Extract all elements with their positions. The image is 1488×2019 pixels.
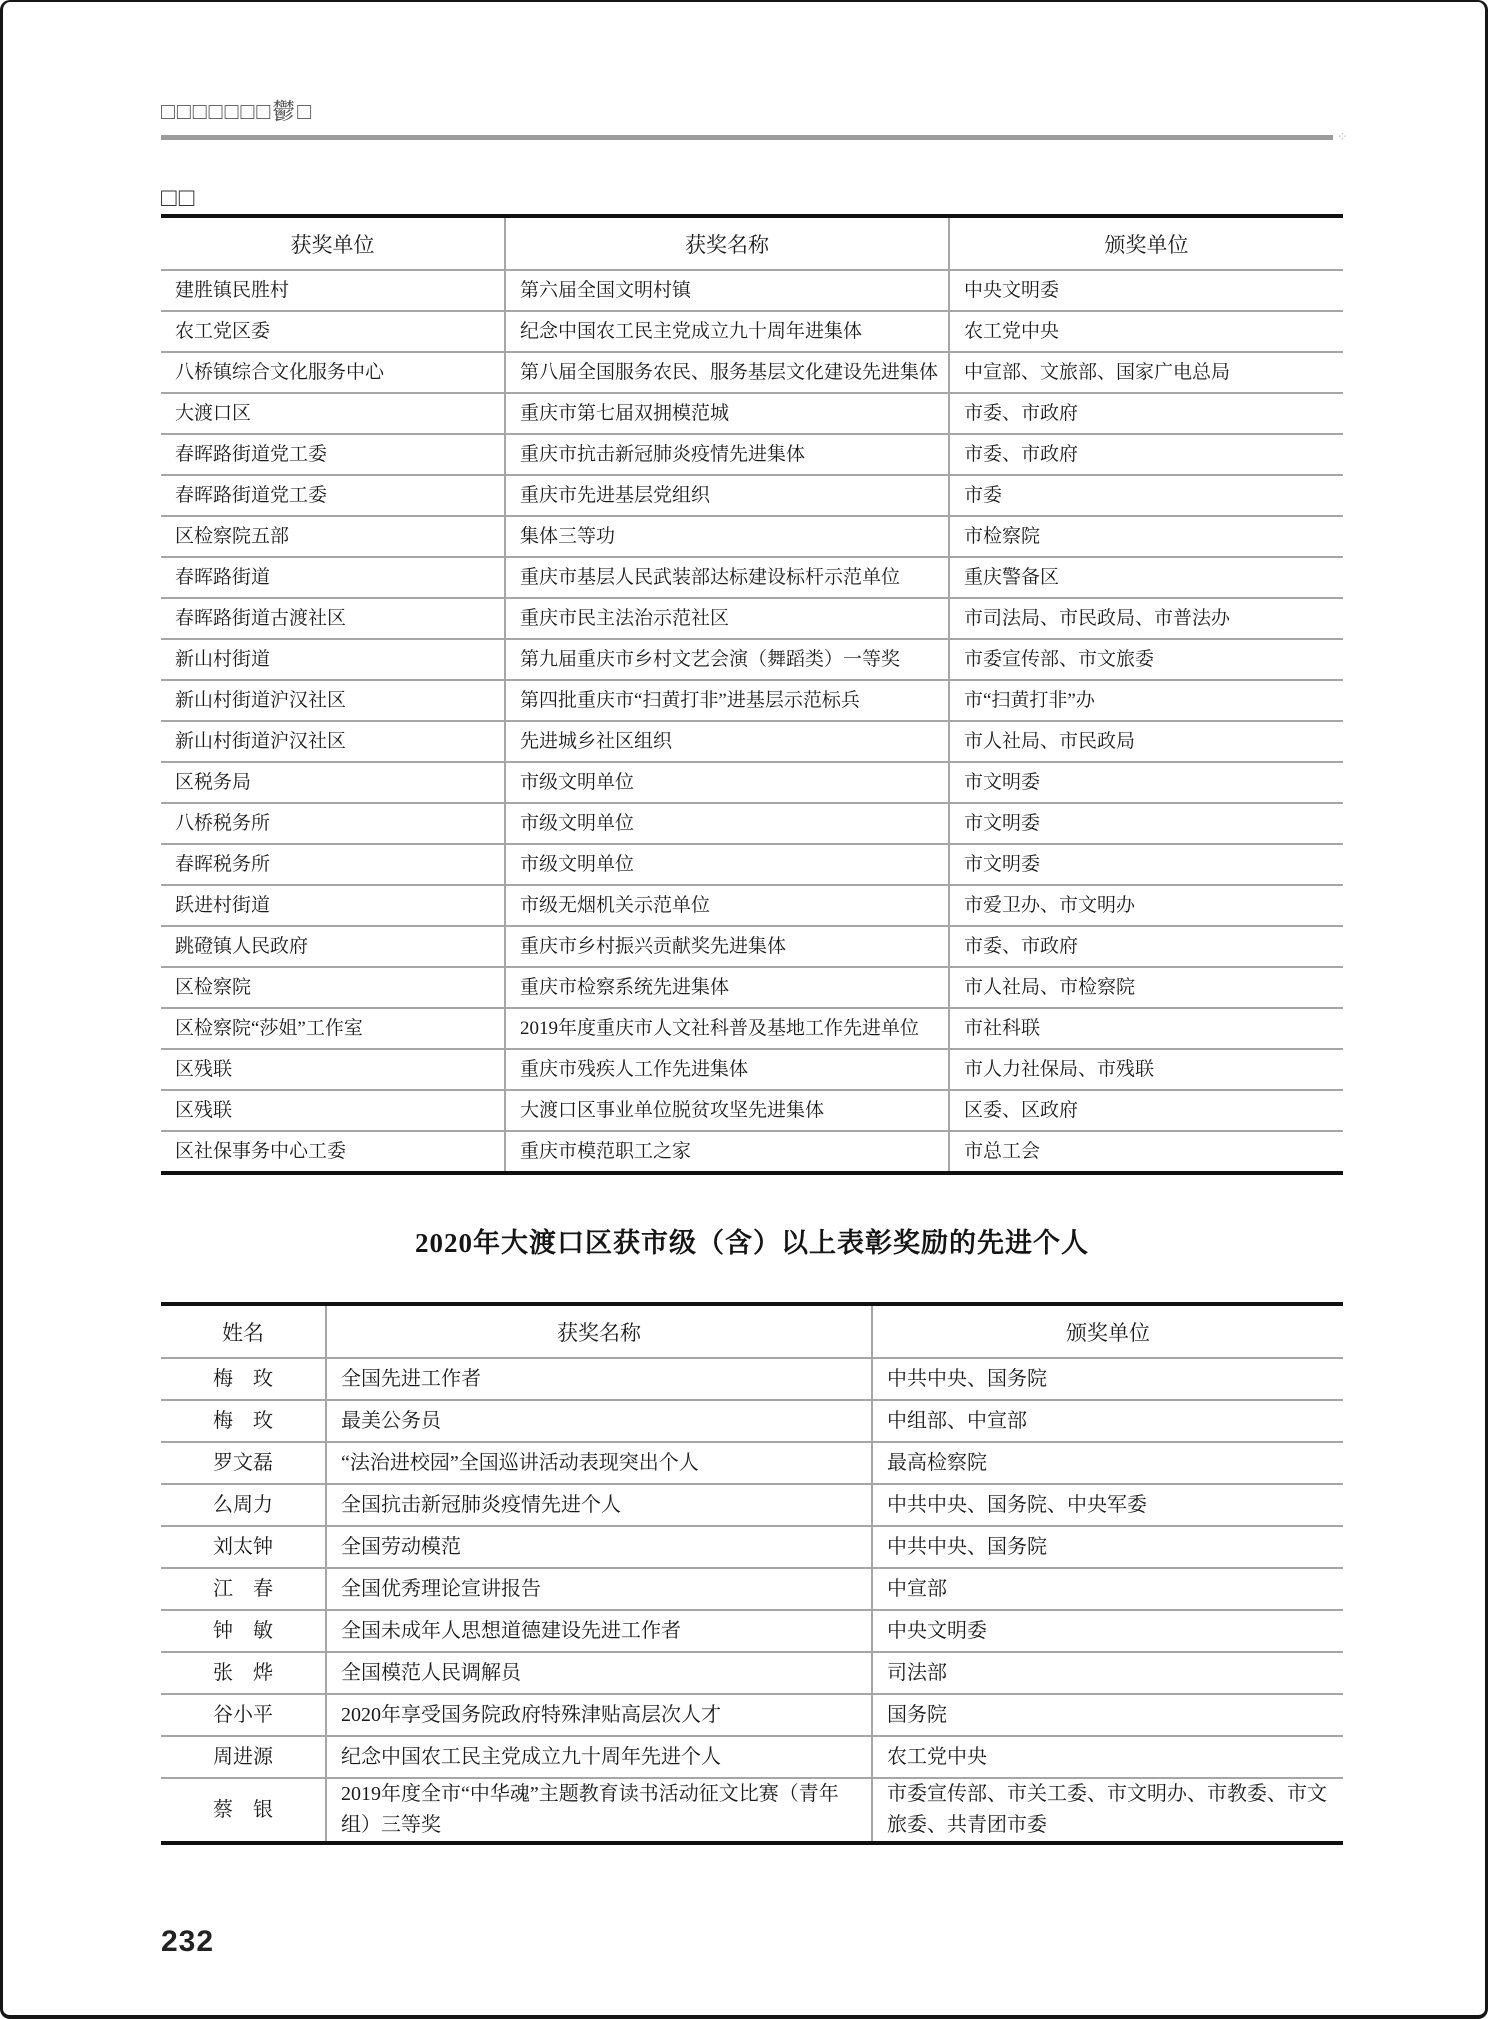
- table-cell: 市人社局、市检察院: [949, 967, 1343, 1008]
- table-row: [161, 885, 1343, 926]
- table-cell: 市爱卫办、市文明办: [949, 885, 1343, 926]
- table-cell: 2019年度重庆市人文社科普及基地工作先进单位: [505, 1008, 949, 1049]
- table-cell: 八桥镇综合文化服务中心: [161, 352, 505, 393]
- running-header-text: □□□□□□□鬱□: [161, 99, 314, 124]
- page-number: 232: [161, 1925, 215, 1959]
- column-header-issuer: 颁奖单位: [949, 216, 1343, 270]
- table-cell: 春晖路街道党工委: [161, 475, 505, 516]
- table-cell: 最美公务员: [326, 1400, 872, 1442]
- table-cell: 第六届全国文明村镇: [505, 270, 949, 311]
- table-cell: 区委、区政府: [949, 1090, 1343, 1131]
- table-row: [161, 680, 1343, 721]
- table-cell: 周进源: [161, 1736, 326, 1778]
- table-cell: 市检察院: [949, 516, 1343, 557]
- table-cell: 市级文明单位: [505, 803, 949, 844]
- table-cell: 建胜镇民胜村: [161, 270, 505, 311]
- table-cell: 大渡口区: [161, 393, 505, 434]
- table-cell: 重庆市民主法治示范社区: [505, 598, 949, 639]
- table-cell: 中宣部: [872, 1568, 1343, 1610]
- table-row: [161, 1568, 1343, 1610]
- table-row: [161, 1090, 1343, 1131]
- table-cell: 钟 敏: [161, 1610, 326, 1652]
- column-header-award: 获奖名称: [505, 216, 949, 270]
- table-cell: 市文明委: [949, 803, 1343, 844]
- table-cell: 么周力: [161, 1484, 326, 1526]
- awards-units-table: [161, 214, 1343, 1175]
- column-header-name: 姓名: [161, 1304, 326, 1358]
- table-cell: 中共中央、国务院: [872, 1526, 1343, 1568]
- table-cell: 八桥税务所: [161, 803, 505, 844]
- table-cell: 市文明委: [949, 762, 1343, 803]
- table-cell: 市委: [949, 475, 1343, 516]
- header-rule-end-mark: ⁘: [1337, 129, 1348, 145]
- table-row: [161, 803, 1343, 844]
- table-cell: 市委宣传部、市文旅委: [949, 639, 1343, 680]
- table-cell: 重庆市残疾人工作先进集体: [505, 1049, 949, 1090]
- table-cell: 春晖税务所: [161, 844, 505, 885]
- table-cell: 梅 玫: [161, 1358, 326, 1400]
- table-row: [161, 1736, 1343, 1778]
- table-cell: 刘太钟: [161, 1526, 326, 1568]
- table-cell: 中央文明委: [949, 270, 1343, 311]
- table-cell: 重庆市基层人民武装部达标建设标杆示范单位: [505, 557, 949, 598]
- awards-individuals-table-header: [161, 1304, 1343, 1358]
- table-row: [161, 1694, 1343, 1736]
- table-cell: 市“扫黄打非”办: [949, 680, 1343, 721]
- table-cell: 市级文明单位: [505, 844, 949, 885]
- table-cell: 最高检察院: [872, 1442, 1343, 1484]
- table-row: [161, 1131, 1343, 1173]
- table-cell: 农工党中央: [949, 311, 1343, 352]
- table-row: [161, 557, 1343, 598]
- table-row: [161, 1652, 1343, 1694]
- running-header: [161, 2, 1343, 124]
- table-cell: 区税务局: [161, 762, 505, 803]
- table-cell: 中共中央、国务院: [872, 1358, 1343, 1400]
- table-cell: 全国抗击新冠肺炎疫情先进个人: [326, 1484, 872, 1526]
- table-cell: 春晖路街道党工委: [161, 434, 505, 475]
- table-cell: 市司法局、市民政局、市普法办: [949, 598, 1343, 639]
- table-row: [161, 393, 1343, 434]
- table-cell: 重庆市乡村振兴贡献奖先进集体: [505, 926, 949, 967]
- table-row: [161, 1484, 1343, 1526]
- column-header-award: 获奖名称: [326, 1304, 872, 1358]
- table-cell: 第八届全国服务农民、服务基层文化建设先进集体: [505, 352, 949, 393]
- table-cell: 梅 玫: [161, 1400, 326, 1442]
- table-cell: 大渡口区事业单位脱贫攻坚先进集体: [505, 1090, 949, 1131]
- table-row: [161, 1526, 1343, 1568]
- table-cell: 全国先进工作者: [326, 1358, 872, 1400]
- table-cell: 罗文磊: [161, 1442, 326, 1484]
- table-cell: 蔡 银: [161, 1778, 326, 1843]
- table-cell: 张 烨: [161, 1652, 326, 1694]
- table-row: [161, 762, 1343, 803]
- table-cell: 重庆市第七届双拥模范城: [505, 393, 949, 434]
- table-cell: 跃进村街道: [161, 885, 505, 926]
- table-cell: 重庆市检察系统先进集体: [505, 967, 949, 1008]
- page-content: [161, 2, 1348, 1959]
- table-cell: 中共中央、国务院、中央军委: [872, 1484, 1343, 1526]
- table-cell: 区残联: [161, 1049, 505, 1090]
- table-cell: 国务院: [872, 1694, 1343, 1736]
- table-cell: 新山村街道: [161, 639, 505, 680]
- table-row: [161, 311, 1343, 352]
- table-row: [161, 1049, 1343, 1090]
- table-row: [161, 434, 1343, 475]
- table-cell: 江 春: [161, 1568, 326, 1610]
- column-header-unit: 获奖单位: [161, 216, 505, 270]
- table-cell: 全国劳动模范: [326, 1526, 872, 1568]
- table-cell: 市级文明单位: [505, 762, 949, 803]
- table-cell: 第九届重庆市乡村文艺会演（舞蹈类）一等奖: [505, 639, 949, 680]
- table-cell: 重庆市模范职工之家: [505, 1131, 949, 1173]
- table-cell: 中宣部、文旅部、国家广电总局: [949, 352, 1343, 393]
- table-row: [161, 1358, 1343, 1400]
- table-row: [161, 1610, 1343, 1652]
- table-row: [161, 1778, 1343, 1843]
- awards-units-table-header: [161, 216, 1343, 270]
- table-row: [161, 1400, 1343, 1442]
- table-cell: 市委、市政府: [949, 393, 1343, 434]
- table-row: [161, 844, 1343, 885]
- table-row: [161, 926, 1343, 967]
- table-row: [161, 721, 1343, 762]
- column-header-issuer: 颁奖单位: [872, 1304, 1343, 1358]
- table-cell: 市委宣传部、市关工委、市文明办、市教委、市文旅委、共青团市委: [872, 1778, 1343, 1843]
- table-row: [161, 598, 1343, 639]
- table-cell: 重庆警备区: [949, 557, 1343, 598]
- table-cell: 纪念中国农工民主党成立九十周年进集体: [505, 311, 949, 352]
- table-row: [161, 352, 1343, 393]
- table-cell: 市文明委: [949, 844, 1343, 885]
- awards-individuals-table: [161, 1302, 1343, 1845]
- header-rule-divider: [161, 129, 1348, 145]
- table-row: [161, 967, 1343, 1008]
- table-cell: 农工党中央: [872, 1736, 1343, 1778]
- table-cell: 重庆市抗击新冠肺炎疫情先进集体: [505, 434, 949, 475]
- table-cell: 全国模范人民调解员: [326, 1652, 872, 1694]
- table-row: [161, 1008, 1343, 1049]
- table-cell: 先进城乡社区组织: [505, 721, 949, 762]
- header-row: [161, 1304, 1343, 1358]
- table-cell: 2019年度全市“中华魂”主题教育读书活动征文比赛（青年组）三等奖: [326, 1778, 872, 1843]
- awards-units-table-body: [161, 270, 1343, 1173]
- table-cell: 全国未成年人思想道德建设先进工作者: [326, 1610, 872, 1652]
- table-cell: 司法部: [872, 1652, 1343, 1694]
- table-row: [161, 516, 1343, 557]
- header-row: [161, 216, 1343, 270]
- table-cell: 市总工会: [949, 1131, 1343, 1173]
- table-cell: 区检察院“莎姐”工作室: [161, 1008, 505, 1049]
- table-cell: 市人社局、市民政局: [949, 721, 1343, 762]
- table-cell: 市委、市政府: [949, 926, 1343, 967]
- table-cell: “法治进校园”全国巡讲活动表现突出个人: [326, 1442, 872, 1484]
- table-row: [161, 270, 1343, 311]
- table-cell: 新山村街道沪汉社区: [161, 680, 505, 721]
- table-cell: 农工党区委: [161, 311, 505, 352]
- table-row: [161, 1442, 1343, 1484]
- table-cell: 第四批重庆市“扫黄打非”进基层示范标兵: [505, 680, 949, 721]
- table-cell: 区检察院: [161, 967, 505, 1008]
- table-cell: 2020年享受国务院政府特殊津贴高层次人才: [326, 1694, 872, 1736]
- table-cell: 中组部、中宣部: [872, 1400, 1343, 1442]
- table-cell: 谷小平: [161, 1694, 326, 1736]
- awards-individuals-table-body: [161, 1358, 1343, 1843]
- table-cell: 全国优秀理论宣讲报告: [326, 1568, 872, 1610]
- table-cell: 纪念中国农工民主党成立九十周年先进个人: [326, 1736, 872, 1778]
- table-cell: 重庆市先进基层党组织: [505, 475, 949, 516]
- table-cell: 新山村街道沪汉社区: [161, 721, 505, 762]
- table-cell: 集体三等功: [505, 516, 949, 557]
- table-cell: 中央文明委: [872, 1610, 1343, 1652]
- table-cell: 市委、市政府: [949, 434, 1343, 475]
- table-row: [161, 639, 1343, 680]
- table-row: [161, 475, 1343, 516]
- table-cell: 区社保事务中心工委: [161, 1131, 505, 1173]
- table-cell: 跳磴镇人民政府: [161, 926, 505, 967]
- table-cell: 区残联: [161, 1090, 505, 1131]
- table-cell: 市级无烟机关示范单位: [505, 885, 949, 926]
- continued-table-label: □□: [161, 183, 197, 213]
- table-cell: 春晖路街道古渡社区: [161, 598, 505, 639]
- table-cell: 市社科联: [949, 1008, 1343, 1049]
- table-cell: 区检察院五部: [161, 516, 505, 557]
- individuals-table-title: 2020年大渡口区获市级（含）以上表彰奖励的先进个人: [415, 1228, 1089, 1259]
- table-cell: 市人力社保局、市残联: [949, 1049, 1343, 1090]
- table-cell: 春晖路街道: [161, 557, 505, 598]
